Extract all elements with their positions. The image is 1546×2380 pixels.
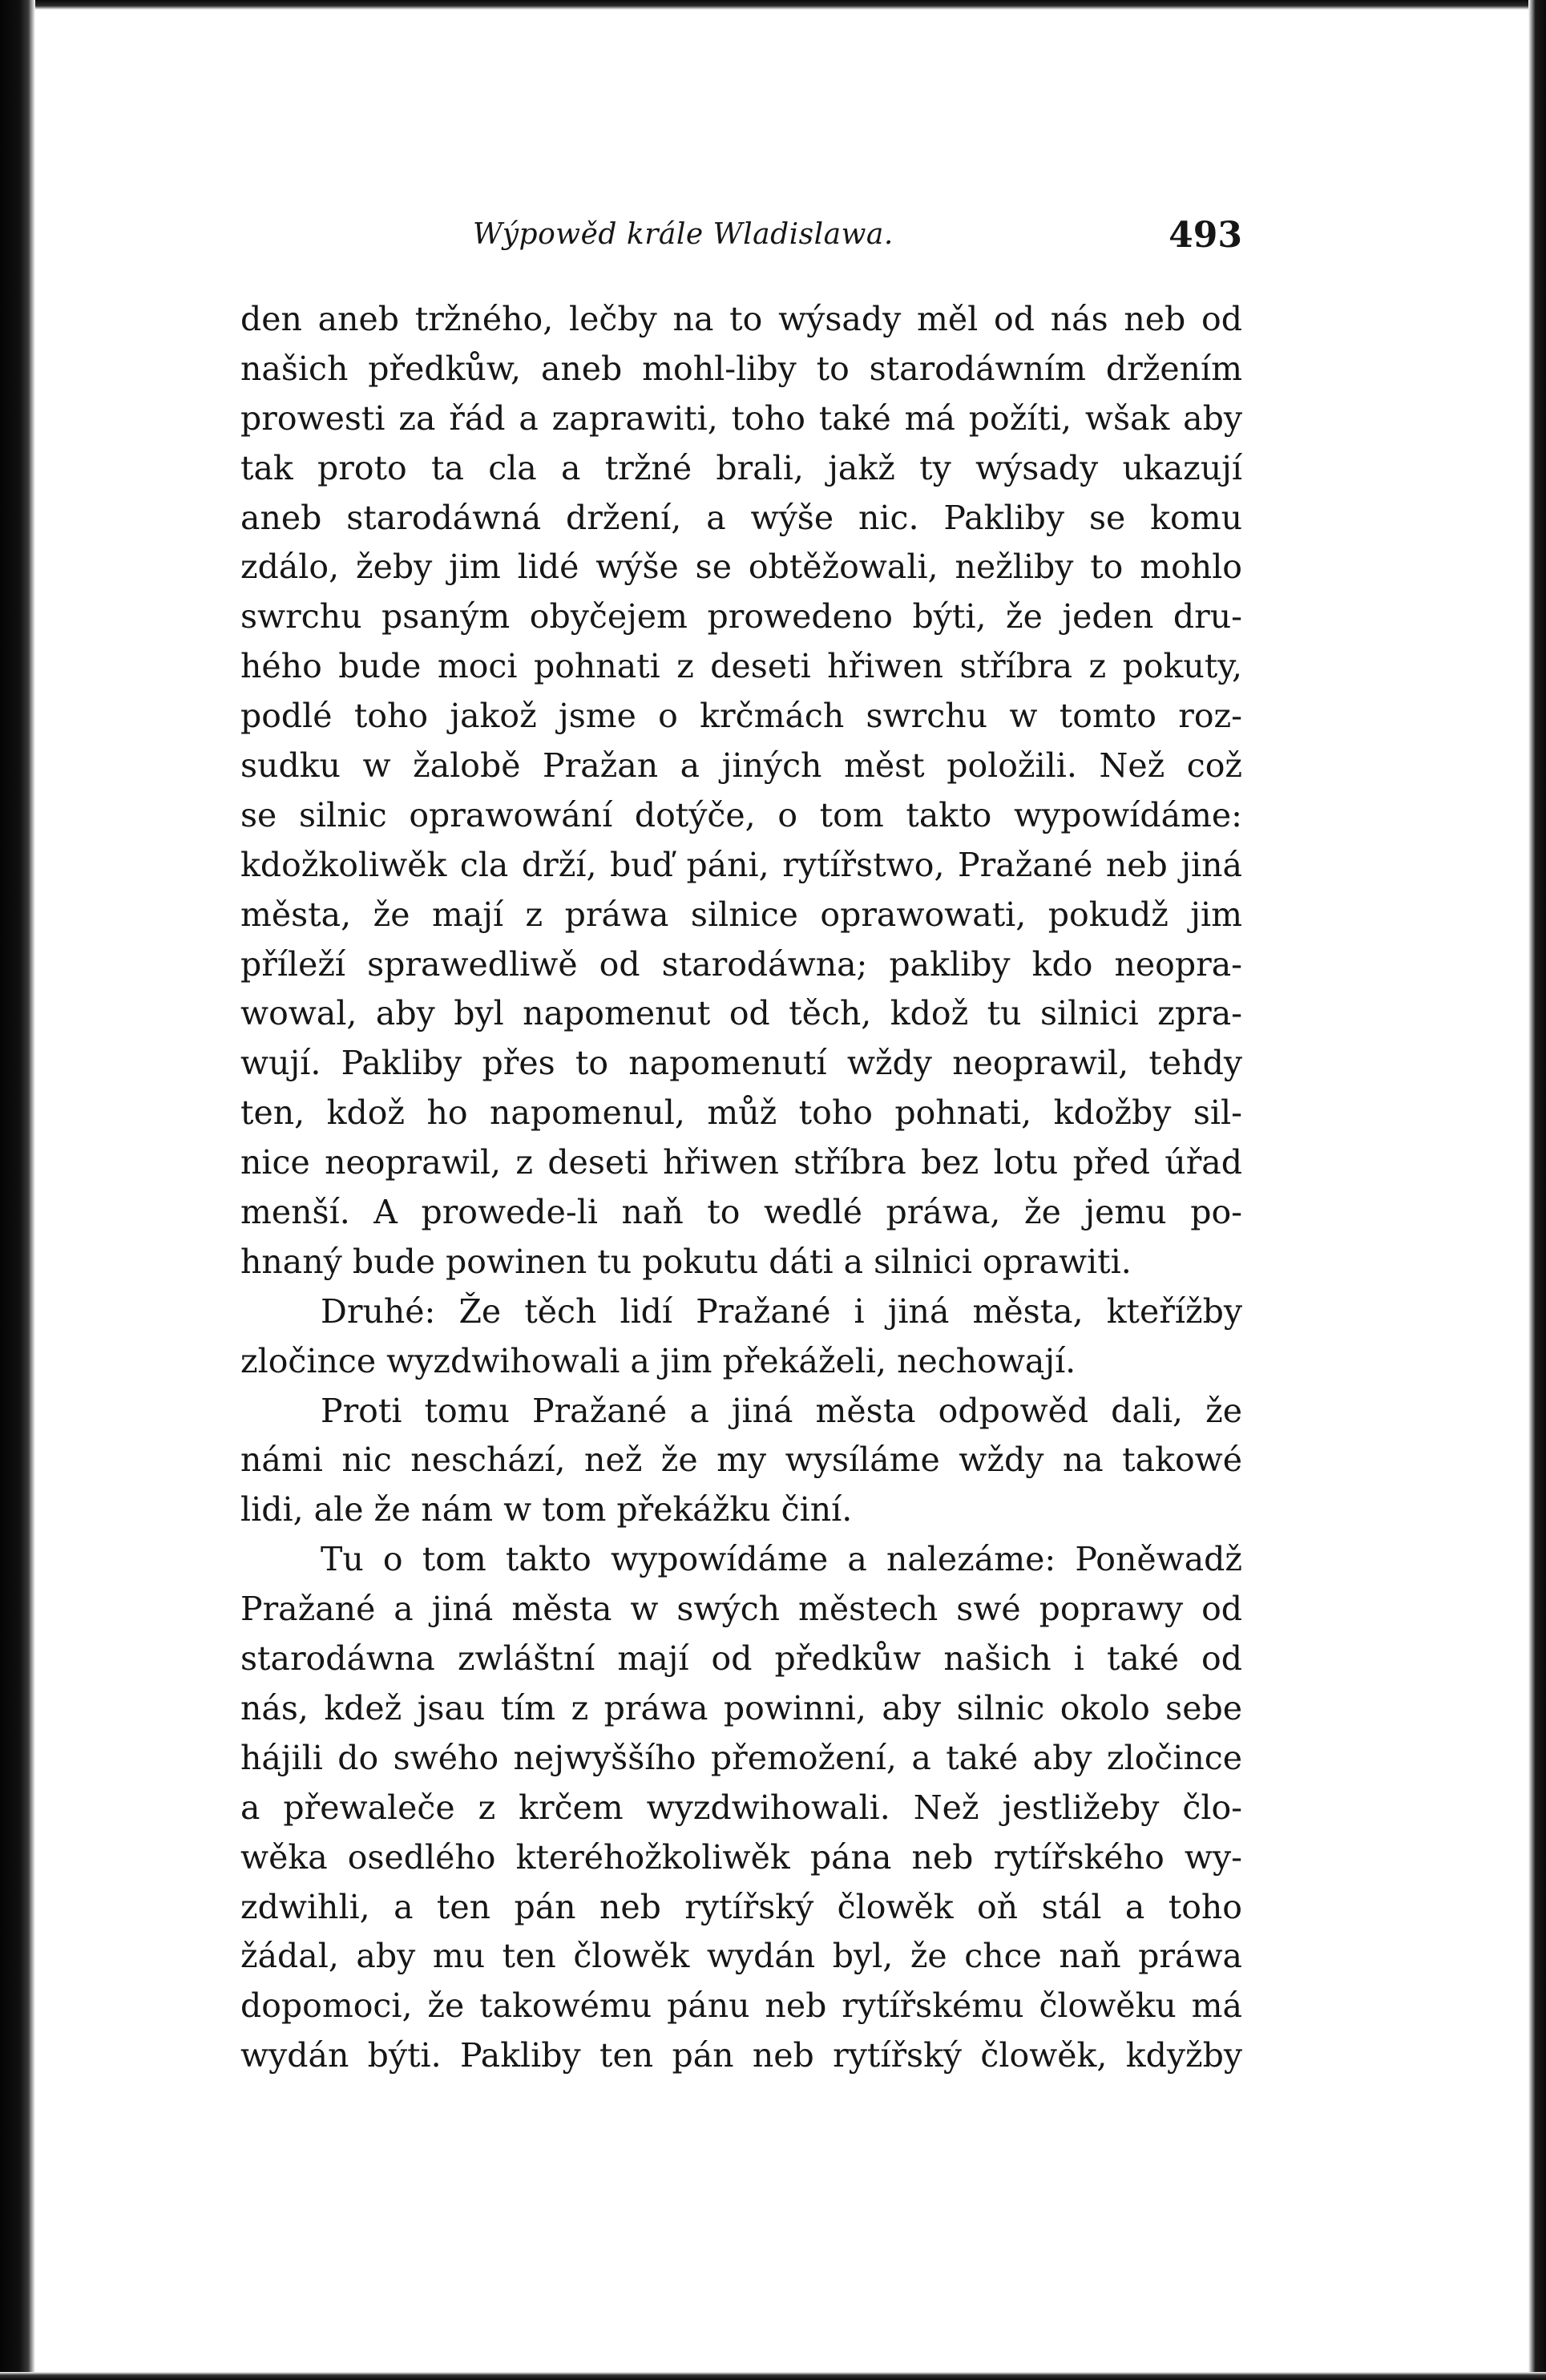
text-line: kdožkoliwěk cla drží, buď páni, rytířstwo, Pražané neb jiná <box>240 845 1242 884</box>
text-line: wují. Pakliby přes to napomenutí wždy neoprawil, tehdy <box>240 1044 1242 1083</box>
text-line: města, že mají z práwa silnice oprawowati, pokudž jim <box>240 895 1242 934</box>
scan-border-top <box>0 0 1546 10</box>
text-line: wydán býti. Pakliby ten pán neb rytířský člowěk, kdyžby <box>240 2036 1242 2075</box>
text-line: podlé toho jakož jsme o krčmách swrchu w tomto roz- <box>240 697 1242 736</box>
text-line: lidi, ale že nám w tom překážku činí. <box>240 1490 853 1529</box>
text-line: příleží sprawedliwě od starodáwna; pakliby kdo neopra- <box>240 944 1242 984</box>
text-line: námi nic neschází, než že my wysíláme wždy na takowé <box>240 1441 1242 1480</box>
text-line: aneb starodáwná držení, a wýše nic. Pakliby se komu <box>240 498 1242 537</box>
text-line: hájili do swého nejwyššího přemožení, a také aby zločince <box>240 1738 1242 1777</box>
text-line: našich předkůw, aneb mohl-liby to starodáwním držením <box>240 349 1242 388</box>
running-header <box>240 215 1242 266</box>
text-line: sudku w žalobě Pražan a jiných měst položili. Než což <box>240 746 1242 786</box>
text-line: prowesti za řád a zaprawiti, toho také má požíti, wšak aby <box>240 398 1242 438</box>
text-line: starodáwna zwláštní mají od předkůw našich i také od <box>240 1639 1242 1679</box>
text-line: nice neoprawil, z deseti hřiwen stříbra bez lotu před úřad <box>240 1143 1242 1182</box>
text-line: zdwihli, a ten pán neb rytířský člowěk oň stál a toho <box>240 1887 1242 1926</box>
text-line: nás, kdež jsau tím z práwa powinni, aby silnic okolo sebe <box>240 1688 1242 1727</box>
text-line: a přewaleče z krčem wyzdwihowali. Než jestližeby člo- <box>240 1788 1242 1827</box>
text-line: wowal, aby byl napomenut od těch, kdož tu silnici zpra- <box>240 994 1242 1033</box>
body-text <box>240 295 1242 2081</box>
text-line: Pražané a jiná města w swých městech swé poprawy od <box>240 1590 1242 1629</box>
text-line: hnaný bude powinen tu pokutu dáti a silnici oprawiti. <box>240 1242 1132 1281</box>
text-line: Druhé: Že těch lidí Pražané i jiná města, kteřížby <box>321 1291 1242 1331</box>
page-number: 493 <box>1169 215 1242 256</box>
text-line: swrchu psaným obyčejem prowedeno býti, že jeden dru- <box>240 597 1242 636</box>
text-line: zločince wyzdwihowali a jim překáželi, nechowají. <box>240 1341 1076 1380</box>
text-line: wěka osedlého kteréhožkoliwěk pána neb rytířského wy- <box>240 1837 1242 1877</box>
scan-border-right <box>1528 0 1546 2380</box>
running-title: Wýpowěd krále Wladislawa. <box>473 218 894 251</box>
text-line: Proti tomu Pražané a jiná města odpowěd dali, že <box>321 1391 1242 1430</box>
text-line: Tu o tom takto wypowídáme a nalezáme: Poněwadž <box>321 1540 1242 1579</box>
text-line: dopomoci, že takowému pánu neb rytířskému člowěku má <box>240 1986 1242 2026</box>
text-line: menší. A prowede-li naň to wedlé práwa, že jemu po- <box>240 1193 1242 1232</box>
scan-border-bottom <box>0 2372 1546 2380</box>
text-line: hého bude moci pohnati z deseti hřiwen stříbra z pokuty, <box>240 647 1242 686</box>
text-line: žádal, aby mu ten člowěk wydán byl, že chce naň práwa <box>240 1937 1242 1976</box>
text-line: den aneb tržného, lečby na to wýsady měl od nás neb od <box>240 300 1242 338</box>
text-line: se silnic oprawowání dotýče, o tom takto wypowídáme: <box>240 795 1242 834</box>
scan-border-left <box>0 0 35 2380</box>
text-line: tak proto ta cla a tržné brali, jakž ty wýsady ukazují <box>240 448 1242 487</box>
text-line: zdálo, žeby jim lidé wýše se obtěžowali, nežliby to mohlo <box>240 548 1242 587</box>
text-line: ten, kdož ho napomenul, můž toho pohnati, kdožby sil- <box>240 1093 1242 1133</box>
